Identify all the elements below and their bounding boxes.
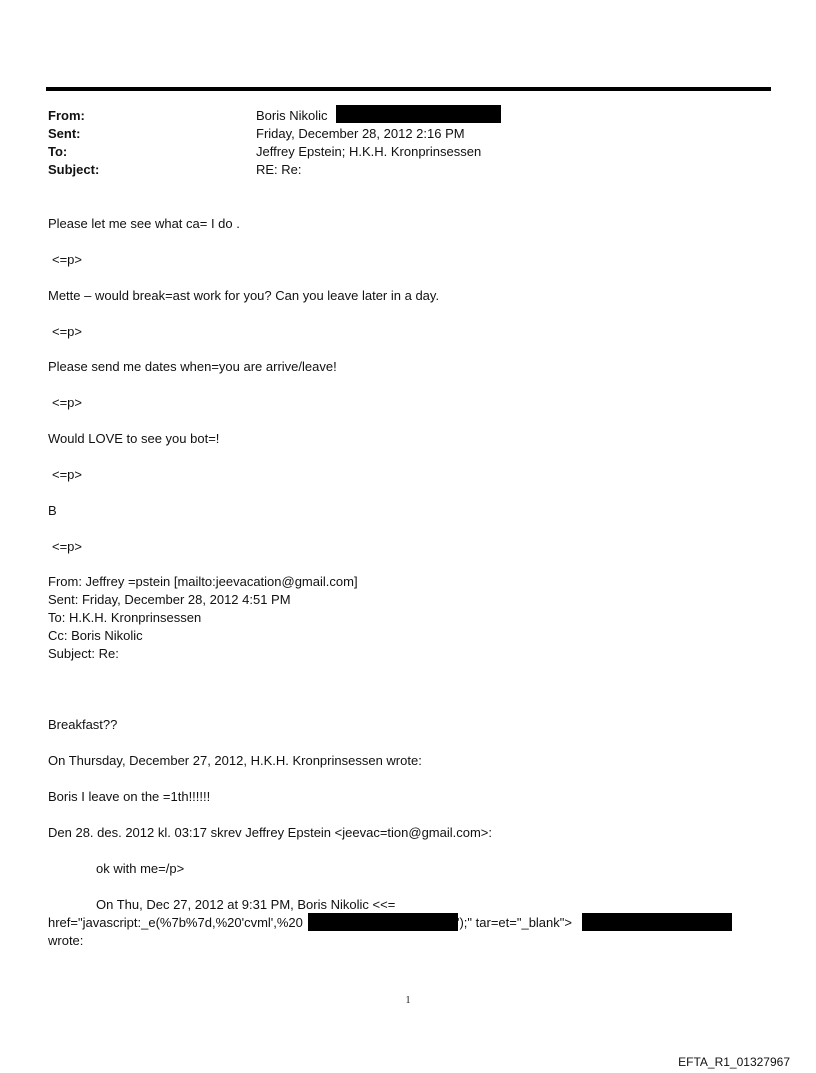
subject-label: Subject: [48, 162, 100, 177]
paragraph-marker: <=p> [52, 395, 83, 410]
header-rule [46, 87, 771, 91]
body-line: ');" tar=et="_blank"> [457, 915, 572, 930]
subject-value: RE: Re: [256, 162, 302, 177]
body-line: Mette – would break=ast work for you? Can you leave later in a day. [48, 288, 440, 303]
paragraph-marker: <=p> [52, 252, 83, 267]
sent-label: Sent: [48, 126, 81, 141]
bates-number: EFTA_R1_01327967 [678, 1055, 790, 1069]
quoted-cc-line: Cc: Boris Nikolic [48, 628, 143, 643]
body-line: Please let me see what ca= I do . [48, 216, 240, 231]
body-line: Would LOVE to see you bot=! [48, 431, 220, 446]
quoted-subject-line: Subject: Re: [48, 646, 119, 661]
body-line: ok with me=/p> [96, 861, 185, 876]
quoted-to-line: To: H.K.H. Kronprinsessen [48, 610, 202, 625]
quoted-sent-line: Sent: Friday, December 28, 2012 4:51 PM [48, 592, 291, 607]
from-label: From: [48, 108, 85, 123]
body-line: Den 28. des. 2012 kl. 03:17 skrev Jeffrey Epstein <jeevac=tion@gmail.com>: [48, 825, 493, 840]
redaction-box [308, 913, 458, 931]
paragraph-marker: <=p> [52, 539, 83, 554]
to-label: To: [48, 144, 68, 159]
redaction-box [582, 913, 732, 931]
body-line: wrote: [48, 933, 84, 948]
page-number: 1 [405, 995, 411, 1006]
redaction-box [336, 105, 501, 123]
signature-line: B [48, 503, 57, 518]
body-line: href="javascript:_e(%7b%7d,%20'cvml',%20 [48, 915, 303, 930]
paragraph-marker: <=p> [52, 324, 83, 339]
body-line: On Thu, Dec 27, 2012 at 9:31 PM, Boris Nikolic <<= [96, 897, 396, 912]
paragraph-marker: <=p> [52, 467, 83, 482]
to-value: Jeffrey Epstein; H.K.H. Kronprinsessen [256, 144, 482, 159]
from-value: Boris Nikolic [256, 108, 328, 123]
quoted-from-line: From: Jeffrey =pstein [mailto:jeevacation@gmail.com] [48, 574, 358, 589]
body-line: Please send me dates when=you are arrive/leave! [48, 359, 337, 374]
body-line: On Thursday, December 27, 2012, H.K.H. Kronprinsessen wrote: [48, 753, 422, 768]
body-line: Boris I leave on the =1th!!!!!! [48, 789, 211, 804]
body-line: Breakfast?? [48, 717, 118, 732]
sent-value: Friday, December 28, 2012 2:16 PM [256, 126, 465, 141]
